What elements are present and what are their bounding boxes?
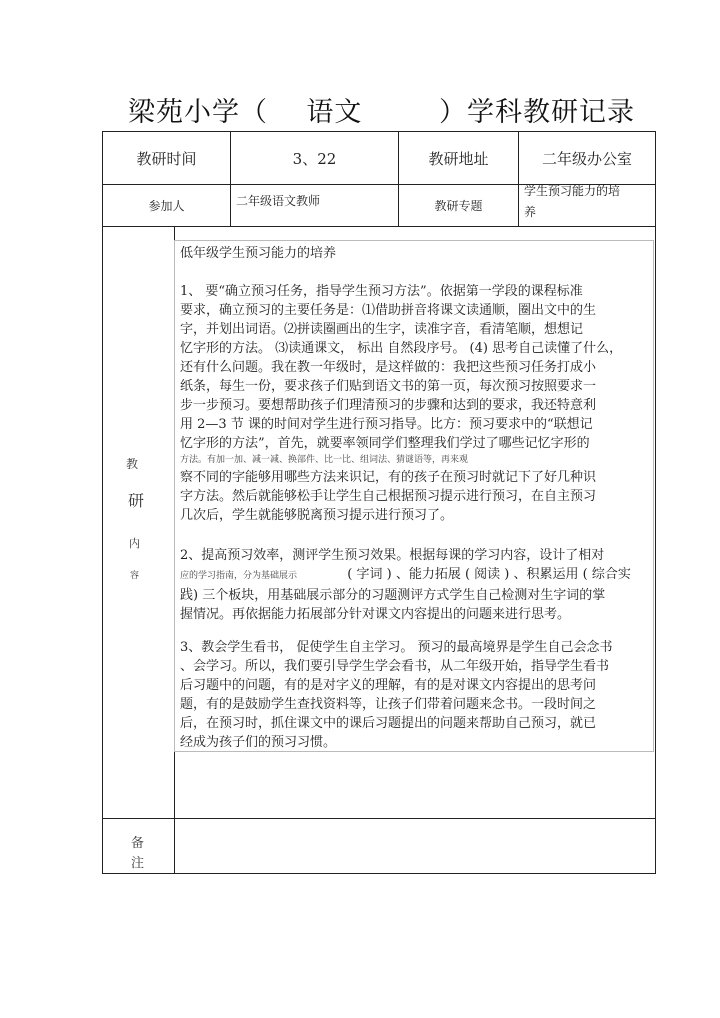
place-label: 教研地址 <box>428 149 489 168</box>
notes-label-1: 备 <box>131 836 145 851</box>
place-value: 二年级办公室 <box>541 149 632 168</box>
p1-small-line: 方法。有加一加、减一减、换部件、比一比、组词法、猜谜语等，再来观 <box>180 455 469 465</box>
time-value: 3、22 <box>292 149 337 168</box>
p1-line: 字方法。然后就能够松手让学生自己根据预习提示进行预习，在自主预习 <box>180 489 597 504</box>
topic-value <box>524 181 620 223</box>
p2-line-mixed <box>180 565 631 586</box>
topic-label: 教研专题 <box>434 199 483 213</box>
participants-label: 参加人 <box>148 199 185 213</box>
p3-line: 后，在预习时，抓住课文中的课后习题提出的问题来帮助自己预习，就已 <box>180 716 597 731</box>
p2-rest-text: ( 字词 ) 、能力拓展 ( 阅读 ) 、积累运用 ( 综合实 <box>347 567 631 582</box>
p3-line: 题，有的是鼓励学生查找资料等，让孩子们带着问题来念书。一段时间之 <box>180 697 597 712</box>
paragraph-1 <box>180 282 622 525</box>
content-label-3: 内 <box>129 537 140 550</box>
page-title: 梁苑小学（ 语文 ）学科教研记录 <box>128 97 635 128</box>
content-label-1: 教 <box>126 457 139 471</box>
p1-line: 忆字形的方法”，首先，就要率领同学们整理我们学过了哪些记忆字形的 <box>180 436 590 451</box>
topic-value-line2: 养 <box>524 205 537 219</box>
p1-line: 字，并划出词语。⑵拼读圈画出的生字，读准字音，看清笔顺，想想记 <box>180 322 584 337</box>
p3-line: 后习题中的问题，有的是对字义的理解，有的是对课文内容提出的思考问 <box>180 678 597 693</box>
p1-line: 步一步预习。要想帮助孩子们理清预习的步骤和达到的要求，我还特意利 <box>180 398 597 413</box>
paragraph-3 <box>180 638 613 752</box>
p1-line: 要求，确立预习的主要任务是：⑴借助拼音将课文读通顺，圈出文中的生 <box>180 303 597 318</box>
paragraph-2 <box>180 546 631 624</box>
p1-line: 纸条，每生一份，要求孩子们贴到语文书的第一页，每次预习按照要求一 <box>180 379 597 394</box>
participants-value: 二年级语文教师 <box>236 194 321 208</box>
p3-line: 、会学习。所以，我们要引导学生学会看书，从二年级开始，指导学生看书 <box>180 659 610 674</box>
p1-line: 察不同的字能够用哪些方法来识记，有的孩子在预习时就记下了好几种识 <box>180 470 597 485</box>
content-label-2: 研 <box>128 491 145 510</box>
p1-line: 用 2—3 节 课的时间对学生进行预习指导。比方：预习要求中的“联想记 <box>180 417 593 432</box>
notes-label-2: 注 <box>131 856 145 871</box>
content-label-4: 容 <box>130 571 140 581</box>
p2-small-text: 应的学习指南，分为基础展示 <box>180 571 298 581</box>
p2-line: 握情况。再依据能力拓展部分针对课文内容提出的问题来进行思考。 <box>180 607 571 622</box>
p3-line: 经成为孩子们的预习习惯。 <box>180 735 337 750</box>
time-label: 教研时间 <box>136 149 197 168</box>
p1-line: 还有什么问题。我在教一年级时，是这样做的：我把这些预习任务打成小 <box>180 360 597 375</box>
p2-line: 2、提高预习效率，测评学生预习效果。根据每课的学习内容，设计了相对 <box>180 548 605 563</box>
p2-line: 践) 三个板块，用基础展示部分的习题测评方式学生自己检测对生字词的掌 <box>180 588 606 603</box>
p1-line: 忆字形的方法。 ⑶读通课文， 标出 自然段序号。 (4) 思考自己读懂了什么， <box>180 341 623 356</box>
topic-value-line1: 学生预习能力的培 <box>524 184 621 198</box>
p1-line: 几次后，学生就能够脱离预习提示进行预习了。 <box>180 508 454 523</box>
p1-line: 1、 要“确立预习任务，指导学生预习方法”。依据第一学段的课程标准 <box>180 284 583 299</box>
content-heading: 低年级学生预习能力的培养 <box>180 246 337 261</box>
p3-line: 3、教会学生看书， 促使学生自主学习。 预习的最高境界是学生自己会念书 <box>180 640 613 655</box>
